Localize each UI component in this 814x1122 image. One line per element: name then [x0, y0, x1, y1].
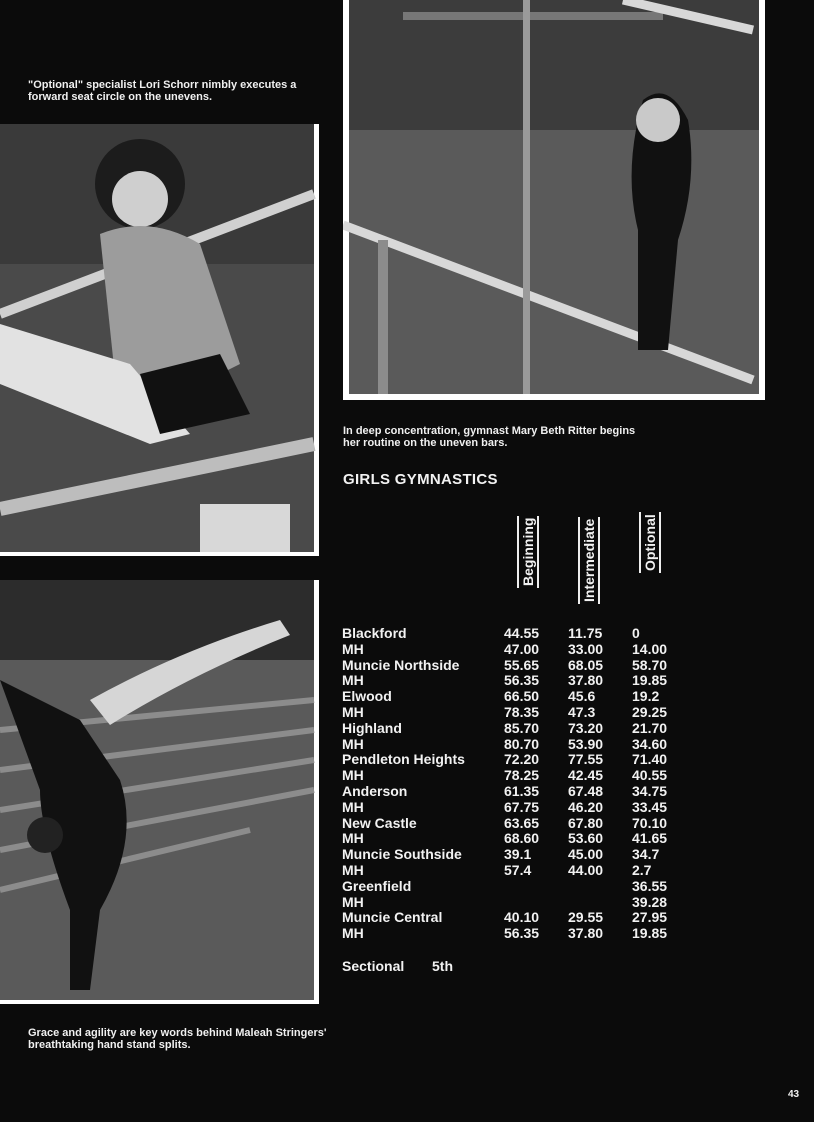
school-name: MH — [342, 861, 364, 878]
sectional-result — [342, 958, 453, 974]
photo-seat-circle-schorr — [0, 124, 319, 556]
table-row — [342, 626, 692, 642]
school-name: Blackford — [342, 625, 407, 641]
scores-table — [342, 626, 692, 942]
table-row — [342, 752, 692, 768]
intermediate-score: 11.75 — [568, 625, 603, 641]
optional-score: 19.2 — [632, 688, 660, 705]
photo-handstand-stringer — [0, 580, 319, 1004]
optional-score: 70.10 — [632, 814, 668, 831]
table-row — [342, 737, 692, 753]
table-row — [342, 642, 692, 658]
beginning-score: 55.65 — [504, 656, 540, 673]
school-name: Greenfield — [342, 877, 412, 894]
beginning-score: 80.70 — [504, 735, 540, 752]
intermediate-score: 45.6 — [568, 688, 596, 705]
intermediate-score: 33.00 — [568, 640, 604, 657]
beginning-score: 40.10 — [504, 909, 540, 926]
school-name: MH — [342, 703, 364, 720]
optional-score: 34.60 — [632, 735, 668, 752]
optional-score: 34.7 — [632, 846, 660, 863]
table-row — [342, 926, 692, 942]
optional-score: 71.40 — [632, 751, 668, 768]
column-header-intermediate: Intermediate — [578, 517, 600, 604]
school-name: MH — [342, 735, 364, 752]
school-name: MH — [342, 672, 364, 689]
column-header-beginning: Beginning — [517, 516, 539, 588]
intermediate-score: 47.3 — [568, 703, 596, 720]
beginning-score: 85.70 — [504, 719, 540, 736]
intermediate-score: 37.80 — [568, 925, 604, 942]
intermediate-score: 68.05 — [568, 656, 604, 673]
intermediate-score — [568, 895, 632, 911]
optional-score: 36.55 — [632, 877, 668, 894]
school-name: Pendleton Heights — [342, 751, 465, 768]
optional-score: 19.85 — [632, 925, 668, 942]
intermediate-score: 67.80 — [568, 814, 604, 831]
intermediate-score: 42.45 — [568, 767, 604, 784]
optional-score: 14.00 — [632, 640, 668, 657]
beginning-score: 57.4 — [504, 861, 532, 878]
beginning-score: 56.35 — [504, 672, 540, 689]
optional-score: 39.28 — [632, 893, 668, 910]
table-row — [342, 673, 692, 689]
intermediate-score: 46.20 — [568, 798, 604, 815]
school-name: MH — [342, 925, 364, 942]
column-header-optional: Optional — [639, 512, 661, 573]
photo-image — [343, 0, 765, 400]
school-name: MH — [342, 798, 364, 815]
sectional-label: Sectional — [342, 958, 405, 974]
table-title: GIRLS GYMNASTICS — [343, 471, 498, 488]
optional-score: 0 — [632, 625, 640, 641]
school-name: MH — [342, 830, 364, 847]
beginning-score: 67.75 — [504, 798, 540, 815]
beginning-score: 56.35 — [504, 925, 540, 942]
beginning-score: 66.50 — [504, 688, 540, 705]
optional-score: 2.7 — [632, 861, 652, 878]
intermediate-score: 67.48 — [568, 782, 604, 799]
photo-image — [0, 124, 319, 556]
table-row — [342, 816, 692, 832]
beginning-score: 78.35 — [504, 703, 540, 720]
beginning-score: 47.00 — [504, 640, 540, 657]
beginning-score: 78.25 — [504, 767, 540, 784]
school-name: MH — [342, 767, 364, 784]
optional-score: 41.65 — [632, 830, 668, 847]
page-number: 43 — [788, 1089, 800, 1100]
intermediate-score: 53.60 — [568, 830, 604, 847]
intermediate-score: 37.80 — [568, 672, 604, 689]
intermediate-score: 45.00 — [568, 846, 604, 863]
beginning-score: 44.55 — [504, 625, 540, 641]
caption-top-left: "Optional" specialist Lori Schorr nimbly executes a forward seat circle on the unevens. — [28, 79, 297, 103]
optional-score: 58.70 — [632, 656, 668, 673]
optional-score: 21.70 — [632, 719, 668, 736]
intermediate-score: 29.55 — [568, 909, 604, 926]
intermediate-score: 77.55 — [568, 751, 604, 768]
table-row — [342, 863, 692, 879]
optional-score: 40.55 — [632, 767, 668, 784]
table-row — [342, 831, 692, 847]
table-row — [342, 784, 692, 800]
table-row — [342, 879, 692, 895]
caption-bottom-left: Grace and agility are key words behind Maleah Stringers' breathtaking hand stand splits. — [28, 1027, 327, 1051]
table-row — [342, 768, 692, 784]
intermediate-score — [568, 879, 632, 895]
optional-score: 29.25 — [632, 703, 668, 720]
school-name: Muncie Central — [342, 909, 443, 926]
beginning-score: 61.35 — [504, 782, 540, 799]
table-row — [342, 847, 692, 863]
school-name: MH — [342, 893, 364, 910]
intermediate-score: 73.20 — [568, 719, 604, 736]
school-name: Muncie Northside — [342, 656, 460, 673]
table-row — [342, 895, 692, 911]
table-row — [342, 800, 692, 816]
optional-score: 34.75 — [632, 782, 668, 799]
table-row — [342, 658, 692, 674]
school-name: Highland — [342, 719, 402, 736]
caption-top-right: In deep concentration, gymnast Mary Beth Ritter begins her routine on the uneven bars. — [343, 425, 636, 449]
photo-uneven-bars-ritter — [343, 0, 765, 400]
table-row — [342, 705, 692, 721]
beginning-score: 63.65 — [504, 814, 540, 831]
optional-score: 19.85 — [632, 672, 668, 689]
school-name: Muncie Southside — [342, 846, 462, 863]
optional-score: 33.45 — [632, 798, 668, 815]
school-name: Anderson — [342, 782, 408, 799]
intermediate-score: 44.00 — [568, 861, 604, 878]
sectional-place: 5th — [432, 958, 453, 974]
beginning-score: 68.60 — [504, 830, 540, 847]
school-name: Elwood — [342, 688, 392, 705]
school-name: New Castle — [342, 814, 417, 831]
beginning-score — [504, 895, 568, 911]
beginning-score: 39.1 — [504, 846, 532, 863]
beginning-score — [504, 879, 568, 895]
table-row — [342, 910, 692, 926]
optional-score: 27.95 — [632, 909, 668, 926]
school-name: MH — [342, 640, 364, 657]
table-row — [342, 689, 692, 705]
beginning-score: 72.20 — [504, 751, 540, 768]
photo-image — [0, 580, 319, 1004]
intermediate-score: 53.90 — [568, 735, 604, 752]
table-row — [342, 721, 692, 737]
